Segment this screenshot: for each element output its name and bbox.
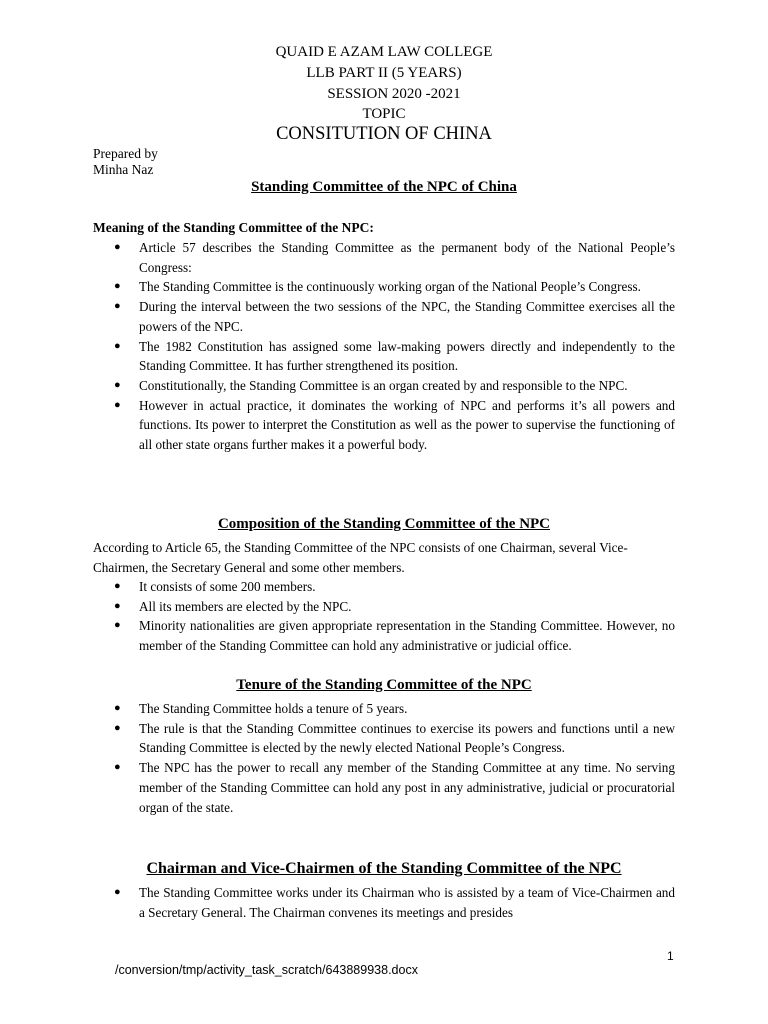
bullet-icon: ●	[114, 280, 121, 293]
college-name: QUAID E AZAM LAW COLLEGE	[275, 44, 493, 60]
program-name: LLB PART II (5 YEARS)	[306, 65, 462, 81]
list-item: ● The NPC has the power to recall any member of the Standing Committee at any time. No serving member of the Standing Committee can hold any post in any administrative, judicial or procuratorial organ of the state.	[114, 760, 675, 815]
composition-bullet-list	[93, 577, 675, 656]
list-item: ● All its members are elected by the NPC.	[93, 597, 675, 617]
list-item: ● It consists of some 200 members.	[93, 577, 675, 597]
list-item: ● The Standing Committee is the continuously working organ of the National People’s Congress.	[93, 277, 675, 297]
bullet-icon: ●	[114, 339, 121, 352]
session-line: SESSION 2020 -2021	[327, 86, 461, 102]
bullet-icon: ●	[114, 580, 121, 592]
topic-label: TOPIC	[362, 106, 406, 122]
list-item: ● However in actual practice, it dominates the working of NPC and performs it’s all powers and functions. Its power to interpret the Constitution as well as the power to supervise the functioning of all other state organs further makes it a powerful body.	[114, 397, 675, 453]
file-path-footer: /conversion/tmp/activity_task_scratch/643889938.docx	[115, 963, 418, 977]
composition-intro: According to Article 65, the Standing Committee of the NPC consists of one Chairman, several Vice- Chairmen, the Secretary General and some other members.	[93, 540, 628, 575]
section-heading-standing-committee: Standing Committee of the NPC of China	[251, 179, 517, 195]
meaning-heading: Meaning of the Standing Committee of the NPC:	[93, 220, 374, 235]
author-name: Minha Naz	[93, 162, 154, 177]
bullet-icon: ●	[114, 241, 121, 253]
bullet-icon: ●	[114, 702, 121, 714]
list-item: ● The Standing Committee holds a tenure of 5 years.	[93, 699, 675, 719]
meaning-bullet-list	[93, 238, 675, 455]
chairman-bullet-list	[93, 883, 675, 922]
list-item: ● The 1982 Constitution has assigned some law-making powers directly and independently to the Standing Committee. It has further strengthened its position.	[114, 338, 675, 374]
section-heading-composition: Composition of the Standing Committee of the NPC	[217, 516, 551, 532]
bullet-icon: ●	[114, 398, 121, 411]
bullet-icon: ●	[114, 599, 121, 612]
list-item: ● During the interval between the two sessions of the NPC, the Standing Committee exercises all the powers of the NPC.	[114, 299, 675, 334]
list-item: ● Article 57 describes the Standing Committee as the permanent body of the National People’s Congress:	[114, 240, 675, 275]
document-title: CONSITUTION OF CHINA	[276, 124, 492, 144]
section-heading-chairman: Chairman and Vice-Chairmen of the Standing Committee of the NPC	[146, 860, 622, 877]
list-item: ● Constitutionally, the Standing Committee is an organ created by and responsible to the NPC.	[93, 376, 675, 396]
bullet-icon: ●	[114, 721, 121, 734]
prepared-by-label: Prepared by	[93, 146, 158, 161]
bullet-icon: ●	[114, 619, 121, 632]
bullet-icon: ●	[114, 761, 121, 774]
bullet-icon: ●	[114, 378, 121, 391]
list-item: ● The Standing Committee works under its Chairman who is assisted by a team of Vice-Chairmen and a Secretary General. The Chairman convenes its meetings and presides	[114, 885, 675, 920]
list-item: ● The rule is that the Standing Committee continues to exercise its powers and functions until a new Standing Committee is elected by the newly elected National People’s Congress.	[114, 720, 675, 756]
list-item: ● Minority nationalities are given appropriate representation in the Standing Committee. However, no member of the Standing Committee can hold any administrative or judicial office.	[114, 618, 675, 654]
section-heading-tenure: Tenure of the Standing Committee of the NPC	[236, 677, 532, 693]
page-number: 1	[667, 949, 674, 963]
tenure-bullet-list	[93, 699, 675, 817]
bullet-icon: ●	[114, 886, 121, 898]
bullet-icon: ●	[114, 300, 121, 313]
